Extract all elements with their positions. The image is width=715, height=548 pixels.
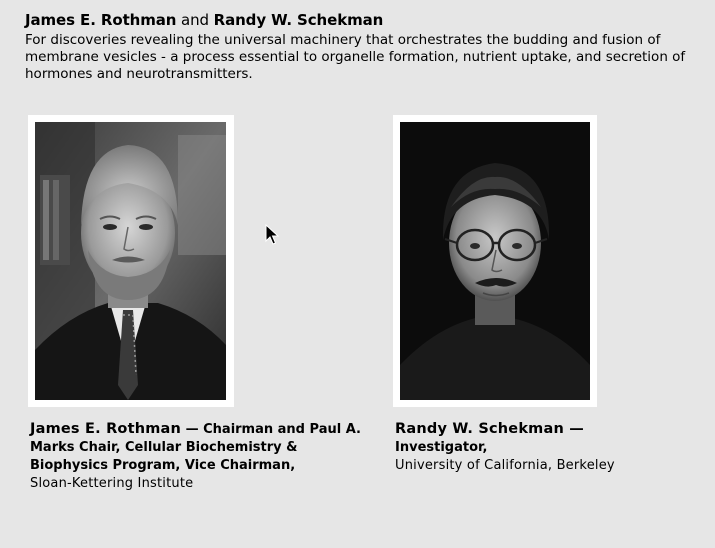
rothman-institution: Sloan-Kettering Institute [30,476,194,491]
schekman-caption [395,420,705,475]
rothman-caption [30,420,370,493]
laureate-2-title-name: Randy W. Schekman [213,11,384,29]
schekman-dash: — [563,421,584,437]
rothman-photo [28,115,234,407]
title-conjunction: and [181,11,209,29]
rothman-portrait [28,115,234,407]
mouse-pointer-icon [265,224,279,250]
schekman-title: Investigator, [395,440,488,455]
prize-citation: For discoveries revealing the universal machinery that orchestrates the budding and fusion of membrane vesicles - a process essential to organelle formation, nutrient uptake, and secretion of hormones and neurotransmitters. [25,32,686,82]
announcement-header [25,10,715,83]
schekman-name: Randy W. Schekman [395,421,564,437]
laureates-title [25,10,715,30]
schekman-photo [393,115,597,407]
rothman-title: Chairman and Paul A. Marks Chair, Cellular Biochemistry & Biophysics Program, Vice Chairman, [30,422,361,473]
schekman-portrait [393,115,597,407]
rothman-name: James E. Rothman [30,421,182,437]
rothman-dash: — [181,422,204,437]
schekman-institution: University of California, Berkeley [395,458,615,473]
laureate-1-title-name: James E. Rothman [25,11,177,29]
